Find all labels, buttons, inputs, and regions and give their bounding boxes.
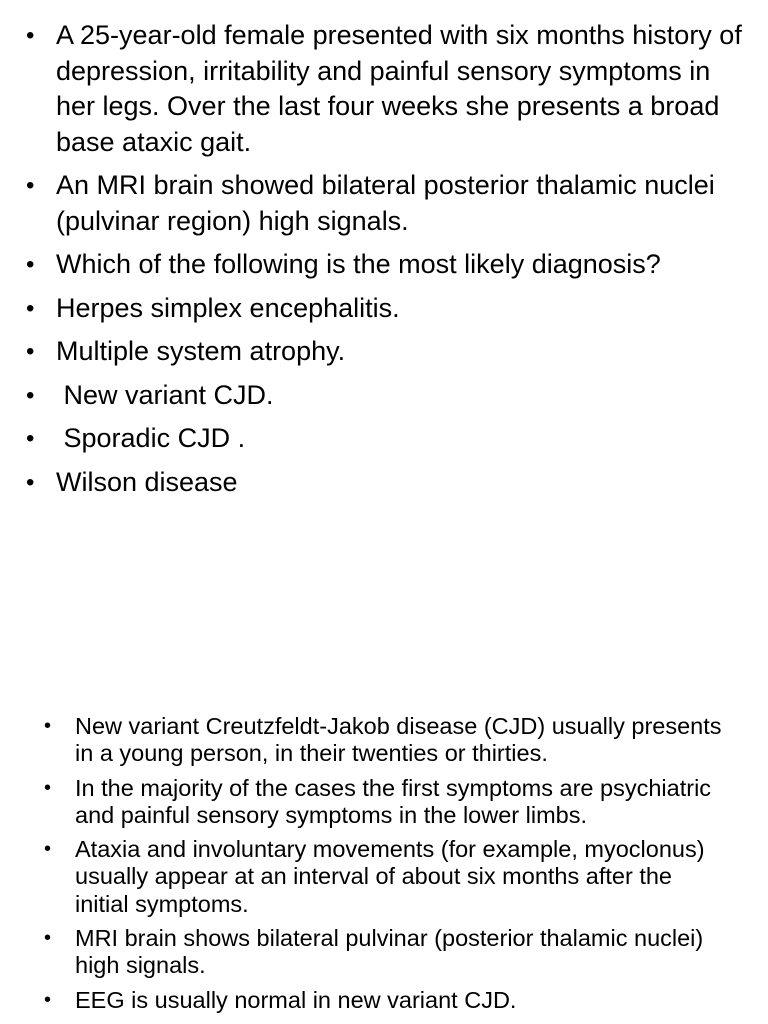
bullet-icon: •: [26, 172, 35, 199]
question-prompt-item: [26, 247, 746, 283]
explanation-text: MRI brain shows bilateral pulvinar (posterior thalamic nuclei) high signals.: [75, 925, 704, 979]
bullet-icon: •: [44, 715, 52, 737]
mri-finding-item: [26, 168, 746, 239]
explanation-item: [44, 925, 724, 980]
explanation-item: [44, 775, 724, 830]
explanation-text: Ataxia and involuntary movements (for example, myoclonus) usually appear at an interval of about six months after the initial symptoms.: [75, 836, 705, 917]
bullet-icon: •: [26, 468, 35, 496]
option-herpes-text: Herpes simplex encephalitis.: [56, 292, 400, 323]
question-prompt-text: Which of the following is the most likely diagnosis?: [56, 249, 661, 279]
option-sporadic-cjd-text: Sporadic CJD .: [56, 423, 246, 453]
option-vcjd-text: New variant CJD.: [56, 379, 274, 410]
option-wilson-item: [26, 465, 746, 501]
mri-finding-text: An MRI brain showed bilateral posterior thalamic nuclei (pulvinar region) high signals.: [56, 170, 715, 236]
bullet-icon: •: [26, 425, 35, 452]
option-msa-text: Multiple system atrophy.: [56, 336, 346, 366]
option-vcjd-item: [26, 378, 746, 414]
option-msa-item: [26, 334, 746, 370]
question-list: [26, 18, 746, 508]
bullet-icon: •: [26, 251, 35, 278]
bullet-icon: •: [26, 338, 35, 365]
explanation-text: New variant Creutzfeldt-Jakob disease (CJD) usually presents in a young person, in their twenties or thirties.: [75, 713, 722, 767]
explanation-item: [44, 836, 724, 918]
bullet-icon: •: [44, 927, 52, 950]
bullet-icon: •: [44, 988, 52, 1011]
question-stem-text: A 25-year-old female presented with six months history of depression, irritability and painful sensory symptoms in her legs. Over the last four weeks she presents a broad base ataxic gait.: [56, 20, 742, 157]
question-stem-item: [26, 18, 746, 160]
bullet-icon: •: [26, 294, 35, 322]
explanation-item: [44, 987, 724, 1014]
explanation-item: [44, 713, 724, 768]
explanation-text: EEG is usually normal in new variant CJD.: [75, 986, 517, 1013]
explanation-text: In the majority of the cases the first symptoms are psychiatric and painful sensory symptoms in the lower limbs.: [75, 774, 712, 828]
explanation-list: [44, 713, 724, 1021]
bullet-icon: •: [26, 381, 35, 409]
option-herpes-item: [26, 291, 746, 327]
option-sporadic-cjd-item: [26, 421, 746, 457]
bullet-icon: •: [44, 776, 52, 799]
option-wilson-text: Wilson disease: [56, 466, 238, 497]
bullet-icon: •: [26, 22, 35, 49]
bullet-icon: •: [44, 838, 52, 861]
